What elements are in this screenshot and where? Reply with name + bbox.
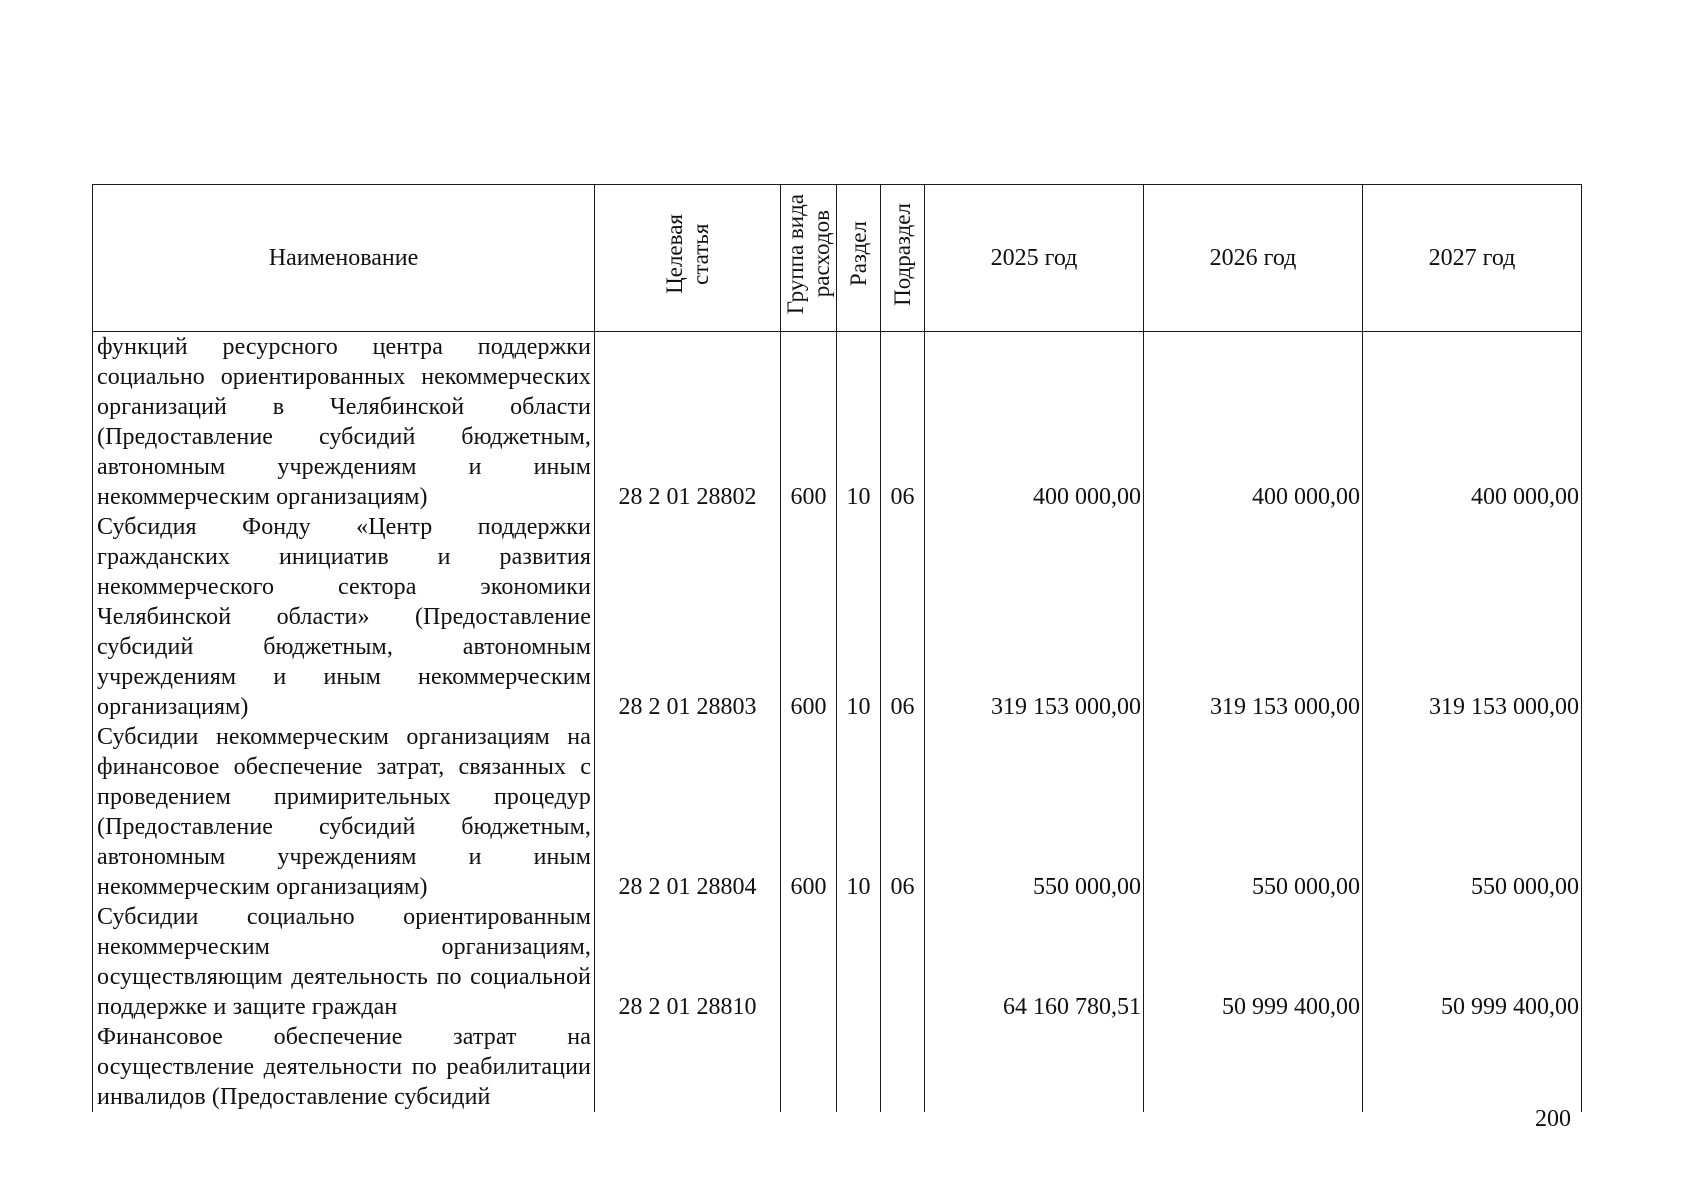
row-target: 28 2 01 28803 (595, 512, 781, 722)
header-group-line1: Группа вида (782, 193, 808, 315)
header-target-line2: статья (687, 223, 713, 285)
header-year-2025 (925, 185, 1144, 332)
header-year-2026-label: 2026 год (1209, 245, 1297, 271)
row-section (837, 1022, 881, 1112)
table-row (93, 1022, 1582, 1112)
header-year-2027 (1363, 185, 1582, 332)
row-amount-2027: 400 000,00 (1363, 332, 1582, 513)
row-name: функций ресурсного центра поддержки социально ориентированных некоммерческих организаций в Челябинской области (Предоставление субсидий бюджетным, автономным учреждениям и иным некоммерческим организациям) (93, 332, 595, 513)
row-name: Субсидия Фонду «Центр поддержки гражданских инициатив и развития некоммерческого сектора экономики Челябинской области» (Предоставление субсидий бюджетным, автономным учреждениям и иным некоммерческим организациям) (93, 512, 595, 722)
row-amount-2025: 550 000,00 (925, 722, 1144, 902)
budget-table (92, 184, 1582, 1112)
header-section (837, 185, 881, 332)
row-amount-2025 (925, 1022, 1144, 1112)
header-subsection (881, 185, 925, 332)
table-row (93, 512, 1582, 722)
header-row (93, 185, 1582, 332)
row-amount-2026 (1144, 1022, 1363, 1112)
row-group: 600 (781, 722, 837, 902)
row-section: 10 (837, 512, 881, 722)
row-amount-2026: 319 153 000,00 (1144, 512, 1363, 722)
header-subsection-label: Подраздел (889, 202, 915, 306)
row-section: 10 (837, 332, 881, 513)
row-subsection (881, 1022, 925, 1112)
header-year-2025-label: 2025 год (990, 245, 1078, 271)
row-amount-2026: 400 000,00 (1144, 332, 1363, 513)
row-name: Субсидии некоммерческим организациям на финансовое обеспечение затрат, связанных с проведением примирительных процедур (Предоставление субсидий бюджетным, автономным учреждениям и иным некоммерческим организациям) (93, 722, 595, 902)
row-amount-2027: 50 999 400,00 (1363, 902, 1582, 1022)
header-group-label (783, 194, 835, 314)
table-row (93, 332, 1582, 513)
header-target (595, 185, 781, 332)
row-group: 600 (781, 512, 837, 722)
header-name-label: Наименование (268, 245, 419, 271)
row-amount-2025: 64 160 780,51 (925, 902, 1144, 1022)
row-amount-2027 (1363, 1022, 1582, 1112)
row-amount-2026: 550 000,00 (1144, 722, 1363, 902)
table-row (93, 722, 1582, 902)
header-section-label: Раздел (845, 221, 871, 287)
row-subsection (881, 902, 925, 1022)
row-target (595, 1022, 781, 1112)
row-section: 10 (837, 722, 881, 902)
header-group-line2: расходов (808, 210, 834, 298)
page-number: 200 (1535, 1106, 1571, 1132)
table-header (93, 185, 1582, 332)
row-target: 28 2 01 28804 (595, 722, 781, 902)
row-name: Финансовое обеспечение затрат на осуществление деятельности по реабилитации инвалидов (Предоставление субсидий (93, 1022, 595, 1112)
row-section (837, 902, 881, 1022)
budget-table-container (92, 184, 1581, 1112)
row-subsection: 06 (881, 332, 925, 513)
row-amount-2027: 319 153 000,00 (1363, 512, 1582, 722)
row-subsection: 06 (881, 722, 925, 902)
row-group: 600 (781, 332, 837, 513)
row-amount-2027: 550 000,00 (1363, 722, 1582, 902)
table-row (93, 902, 1582, 1022)
row-amount-2025: 319 153 000,00 (925, 512, 1144, 722)
row-amount-2026: 50 999 400,00 (1144, 902, 1363, 1022)
row-name: Субсидии социально ориентированным некоммерческим организациям, осуществляющим деятельность по социальной поддержке и защите граждан (93, 902, 595, 1022)
row-subsection: 06 (881, 512, 925, 722)
header-target-line1: Целевая (661, 214, 687, 294)
row-amount-2025: 400 000,00 (925, 332, 1144, 513)
header-year-2026 (1144, 185, 1363, 332)
row-group (781, 1022, 837, 1112)
header-name (93, 185, 595, 332)
row-target: 28 2 01 28802 (595, 332, 781, 513)
header-year-2027-label: 2027 год (1428, 245, 1516, 271)
row-target: 28 2 01 28810 (595, 902, 781, 1022)
header-target-label (662, 214, 714, 294)
header-group (781, 185, 837, 332)
table-body (93, 332, 1582, 1113)
row-group (781, 902, 837, 1022)
